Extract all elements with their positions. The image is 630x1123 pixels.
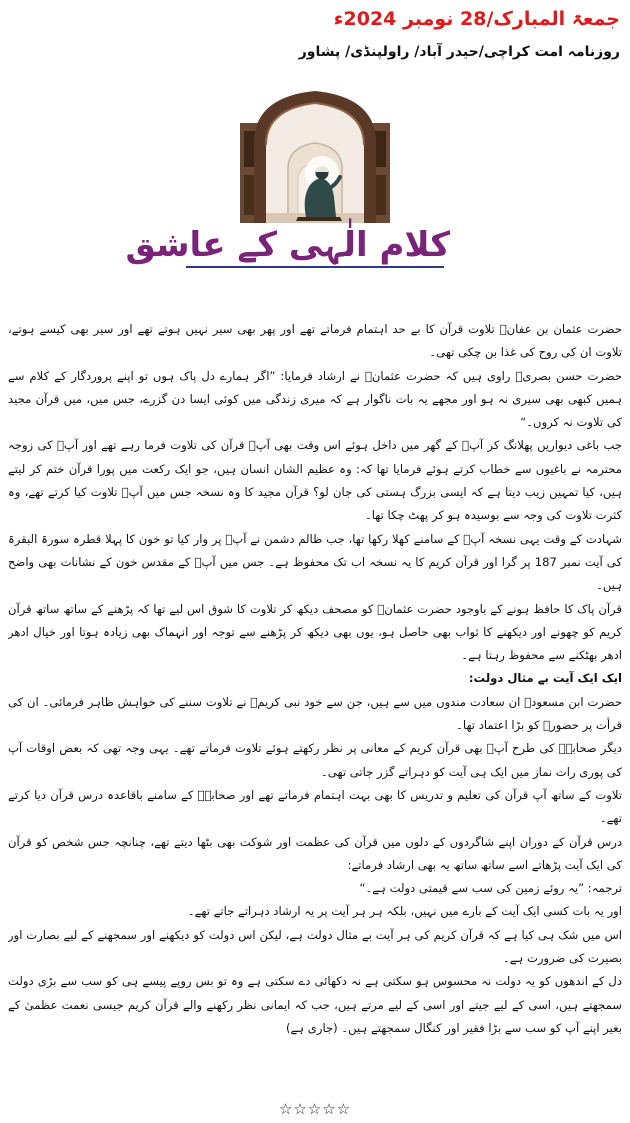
title-underline bbox=[186, 266, 444, 268]
end-stars-divider: ☆☆☆☆☆ bbox=[278, 1100, 352, 1118]
paragraph: حضرت عثمان بن عفانؓ تلاوت قرآن کا بے حد اہتمام فرماتے تھے اور پھر بھی سیر نہیں ہوتے تھے اور سیر بھی کیسے ہوتے، تلاوت ان کی روح کی غذا بن چکی تھی۔ bbox=[8, 322, 622, 360]
paragraph: تلاوت کے ساتھ آپ قرآن کی تعلیم و تدریس کا بھی بہت اہتمام فرماتے تھے اور صحابہؓ کے سامنے باقاعدہ درس قرآن دیا کرتے تھے۔ bbox=[8, 787, 622, 826]
paragraph: دل کے اندھوں کو یہ دولت نہ محسوس ہو سکتی ہے نہ دکھائی دے سکتی ہے وہ تو بس روپے پیسے ہی کو سب سے بڑی دولت سمجھتے ہیں، اسی کے لیے جیتے اور اسی کے لیے مرتے ہیں، جب کہ ایمانی نظر رکھنے والے قرآن کریم جیسی نعمت عظمیٰ کے بغیر اپنے آپ کو سب سے بڑا فقیر اور کنگال سمجھتے ہیں۔ (جاری ہے) bbox=[8, 974, 622, 1035]
paragraph: دیگر صحابہؓ کی طرح آپؓ بھی قرآن کریم کے معانی پر نظر رکھتے ہوئے تلاوت فرماتے تھے۔ یہی وجہ تھی کہ بعض اوقات آپ کی پوری رات نماز میں ایک ہی آیت کو دہراتے گزر جاتی تھی۔ bbox=[8, 741, 622, 779]
newspaper-source: روزنامہ امت کراچی/حیدر آباد/ راولپنڈی/ پشاور bbox=[298, 44, 620, 60]
section-heading: ایک ایک آیت بے مثال دولت: bbox=[468, 671, 622, 686]
paragraph: اس میں شک ہی کیا ہے کہ قرآن کریم کی ہر آیت بے مثال دولت ہے، لیکن اس دولت کو دیکھنے اور سمجھنے کے لیے بصارت اور بصیرت کی ضرورت ہے۔ bbox=[8, 927, 622, 966]
article-title: کلام الٰہی کے عاشق bbox=[125, 225, 450, 265]
paragraph: شہادت کے وقت یہی نسخہ آپؓ کے سامنے کھلا رکھا تھا، جب ظالم دشمن نے آپؓ پر وار کیا تو خون کا پہلا قطرہ سورۃ البقرۃ کی آیت نمبر 187 پر گرا اور قرآن کریم کا یہ نسخہ اب تک محفوظ ہے۔ جس میں آپؓ کے مقدس خون کے نشانات بھی واضح ہیں۔ bbox=[8, 531, 622, 593]
paragraph: حضرت ابن مسعودؓ ان سعادت مندوں میں سے ہیں، جن سے خود نبی کریمؐ نے تلاوت سننے کی خواہش ظاہر فرمائی۔ ان کی قرأت پر حضورؐ کو بڑا اعتماد تھا۔ bbox=[8, 694, 622, 733]
paragraph: قرآن پاک کا حافظ ہونے کے باوجود حضرت عثمانؓ کو مصحف دیکھ کر تلاوت کا شوق اس لیے تھا کہ پڑھنے کے ساتھ ساتھ قرآن کریم کو چھونے اور دیکھنے کا ثواب بھی حاصل ہو، یوں بھی دیکھ کر پڑھنے سے توجہ اور انہماک بھی زیادہ ہوتا اور خیال ادھر ادھر بھٹکنے سے محفوظ رہتا ہے۔ bbox=[8, 601, 622, 663]
article-body bbox=[8, 318, 622, 1078]
publication-date: جمعۃ المبارک/28 نومبر 2024ء bbox=[333, 8, 620, 30]
praying-man-in-archway-illustration bbox=[236, 85, 394, 223]
paragraph: اور یہ بات کسی ایک آیت کے بارے میں نہیں، بلکہ ہر ہر آیت پر یہ ارشاد دہراتے جاتے تھے۔ bbox=[187, 904, 622, 919]
paragraph: درس قرآن کے دوران اپنے شاگردوں کے دلوں میں قرآن کی عظمت اور شوکت بھی بٹھا دیتے تھے، چنانچہ جس شخص کو قرآن کی ایک آیت پڑھاتے اسے ساتھ ساتھ یہ بھی ارشاد فرماتے: bbox=[8, 834, 622, 872]
paragraph: جب باغی دیواریں پھلانگ کر آپؓ کے گھر میں داخل ہوئے اس وقت بھی آپؓ قرآن کی تلاوت فرما رہے تھے اور آپؓ کی زوجہ محترمہ نے باغیوں سے خطاب کرتے ہوئے فرمایا تھا کہ: وہ عظیم الشان انسان ہیں، جو ایک رکعت میں پورا قرآن ختم کر لیتے ہیں، کیا تمہیں زیب دیتا ہے کہ ایسی بزرگ ہستی کی جان لو؟ قرآن مجید کا وہ نسخہ جس میں آپؓ تلاوت کیا کرتے تھے، وہ کثرت تلاوت کی وجہ سے بوسیدہ ہو کر پھٹ چکا تھا۔ bbox=[8, 438, 622, 523]
paragraph: حضرت حسن بصریؒ راوی ہیں کہ حضرت عثمانؓ نے ارشاد فرمایا: ”اگر ہمارے دل پاک ہوں تو اپنے پروردگار کے کلام سے ہمیں کبھی بھی سیری نہ ہو اور مجھے یہ بات ناگوار ہے کہ میری زندگی میں کوئی ایسا دن گزرے، جس میں، میں قرآن مجید کی تلاوت نہ کروں۔“ bbox=[8, 368, 622, 430]
quote-translation: ترجمہ: ”یہ روئے زمین کی سب سے قیمتی دولت ہے۔“ bbox=[359, 881, 622, 896]
